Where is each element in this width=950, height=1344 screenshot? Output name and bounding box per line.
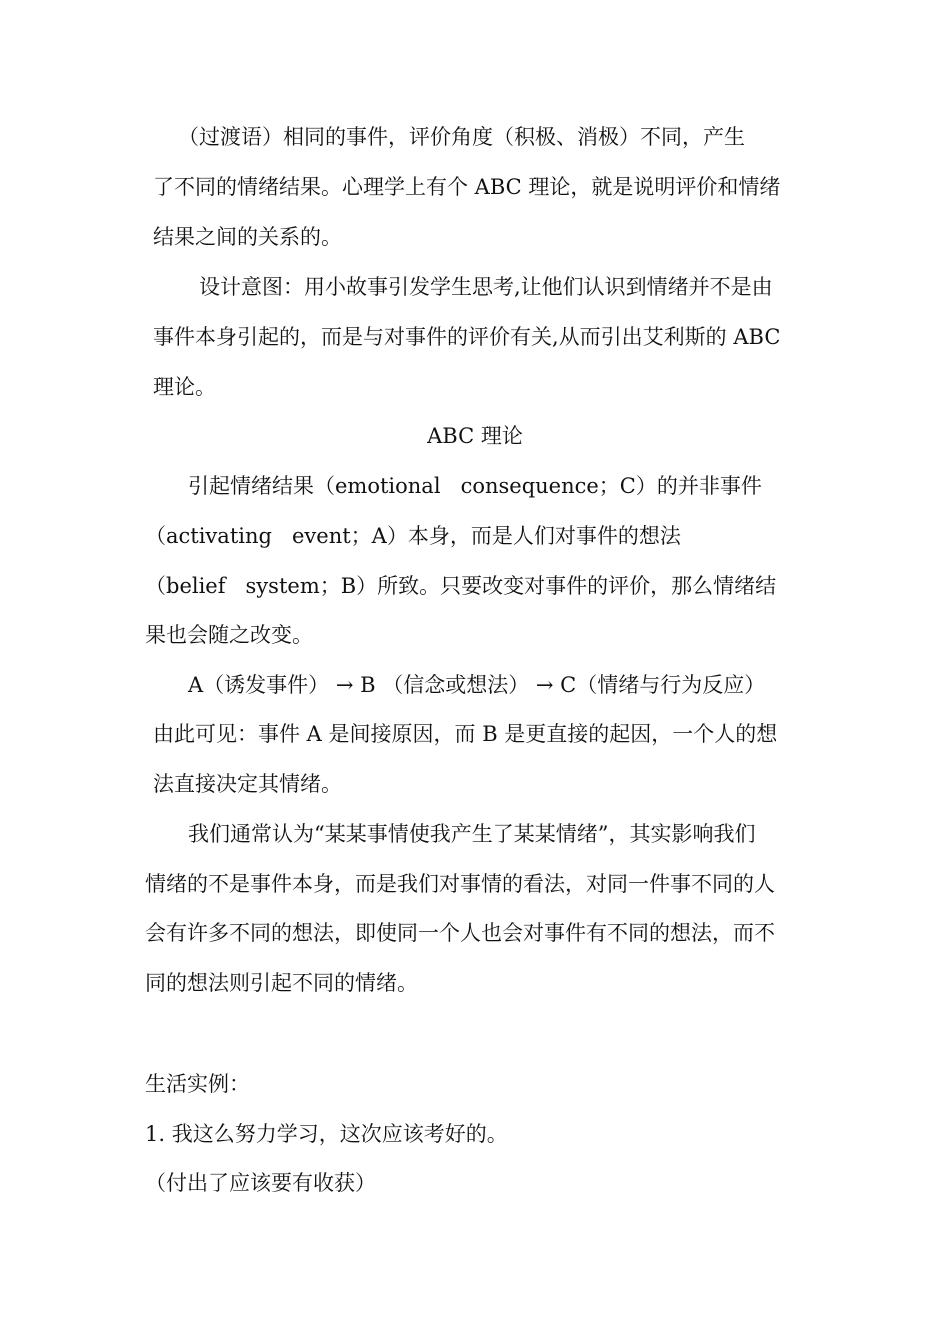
text-line: 由此可见：事件 A 是间接原因，而 B 是更直接的起因，一个人的想 [153, 722, 778, 746]
example-note: （付出了应该要有收获） [145, 1171, 376, 1195]
text-line: （belief system；B）所致。只要改变对事件的评价，那么情绪结 [145, 574, 777, 598]
text-line: 情绪的不是事件本身，而是我们对事情的看法，对同一件事不同的人 [145, 872, 775, 896]
examples-heading: 生活实例： [145, 1072, 250, 1096]
text-line: 结果之间的关系的。 [153, 225, 342, 249]
example-item: 1. 我这么努力学习，这次应该考好的。 [145, 1122, 508, 1146]
text-line: 果也会随之改变。 [145, 623, 313, 647]
text-line: 同的想法则引起不同的情绪。 [145, 971, 418, 995]
text-line: 理论。 [153, 375, 216, 399]
text-line: 引起情绪结果（emotional consequence；C）的并非事件 [188, 474, 762, 498]
text-line: 法直接决定其情绪。 [153, 772, 342, 796]
text-line: 事件本身引起的，而是与对事件的评价有关,从而引出艾利斯的 ABC [153, 325, 781, 349]
text-line: 我们通常认为“某某事情使我产生了某某情绪”，其实影响我们 [188, 822, 756, 846]
text-line: （activating event；A）本身，而是人们对事件的想法 [145, 524, 681, 548]
text-line: 设计意图：用小故事引发学生思考,让他们认识到情绪并不是由 [199, 275, 773, 299]
abc-flow-line: A（诱发事件） → B （信念或想法） → C（情绪与行为反应） [188, 673, 766, 697]
section-title: ABC 理论 [427, 424, 523, 448]
text-line: 了不同的情绪结果。心理学上有个 ABC 理论，就是说明评价和情绪 [153, 175, 781, 199]
text-line: 会有许多不同的想法，即使同一个人也会对事件有不同的想法，而不 [145, 921, 775, 945]
text-line: （过渡语）相同的事件，评价角度（积极、消极）不同，产生 [178, 125, 745, 149]
